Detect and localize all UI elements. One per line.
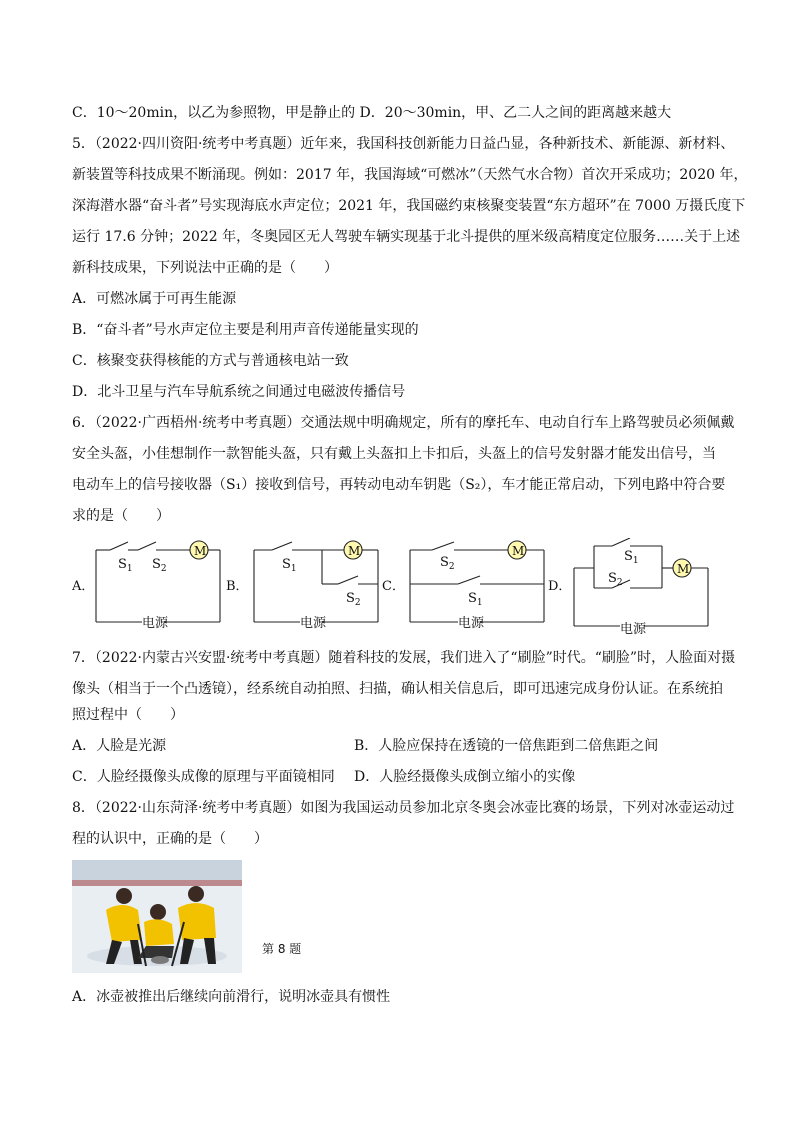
motor-label: M [348, 544, 361, 558]
q5-stem-line-3: 深海潜水器“奋斗者”号实现海底水声定位；2021 年，我国磁约束核聚变装置“东方超环”在 7000 万摄氏度下 [72, 198, 746, 214]
motor-label: M [677, 562, 690, 576]
circuit-label-c: C． [382, 579, 405, 594]
q7-option-d: D．人脸经摄像头成倒立缩小的实像 [354, 769, 576, 785]
power-label: 电源 [620, 622, 647, 637]
switch-label-s2: $S_2$ [346, 591, 361, 608]
q5-stem-line-4: 运行 17.6 分钟；2022 年，冬奥园区无人驾驶车辆实现基于北斗提供的厘米级高精度定位服务……关于上述 [72, 229, 741, 245]
switch-label-s2: $S_2$ [152, 557, 167, 574]
q5-option-b: B．“奋斗者”号水声定位主要是利用声音传递能量实现的 [72, 322, 419, 338]
q7-stem-line-3: 照过程中（ ） [72, 707, 184, 723]
q7-option-b: B．人脸应保持在透镜的一倍焦距到二倍焦距之间 [354, 738, 659, 754]
switch-label-s1: $S_1$ [118, 557, 133, 574]
circuit-label-a: A． [72, 579, 95, 594]
q5-option-a: A．可燃冰属于可再生能源 [72, 291, 237, 307]
q6-circuits-figure [72, 538, 732, 638]
q5-option-d: D．北斗卫星与汽车导航系统之间通过电磁波传播信号 [72, 384, 406, 400]
power-label: 电源 [458, 616, 485, 631]
curling-photo [72, 860, 242, 973]
q8-option-a: A．冰壶被推出后继续向前滑行，说明冰壶具有惯性 [72, 989, 391, 1005]
q5-stem-line-5: 新科技成果，下列说法中正确的是（ ） [72, 260, 338, 276]
motor-label: M [194, 544, 207, 558]
power-label: 电源 [142, 616, 169, 631]
q8-stem-line-2: 程的认识中，正确的是（ ） [72, 831, 268, 847]
q4-options-cd: C．10～20min，以乙为参照物，甲是静止的 D．20～30min，甲、乙二人之间的距离越来越大 [72, 105, 672, 121]
q5-stem-line-2: 新装置等科技成果不断涌现。例如：2017 年，我国海域“可燃冰”（天然气水合物）首次开采成功；2020 年， [72, 167, 748, 183]
q6-stem-line-1: 6．（2022·广西梧州·统考中考真题）交通法规中明确规定，所有的摩托车、电动自行车上路驾驶员必须佩戴 [72, 415, 735, 431]
q6-stem-line-3: 电动车上的信号接收器（S₁）接收到信号，再转动电动车钥匙（S₂），车才能正常启动，下列电路中符合要 [72, 477, 726, 493]
q5-stem-line-1: 5．（2022·四川资阳·统考中考真题）近年来，我国科技创新能力日益凸显，各种新技术、新能源、新材料、 [72, 136, 735, 152]
power-label: 电源 [300, 616, 327, 631]
circuit-d [574, 538, 708, 626]
switch-label-s1: $S_1$ [624, 549, 639, 566]
switch-label-s1: $S_1$ [282, 557, 297, 574]
q7-option-a: A．人脸是光源 [72, 738, 167, 754]
q6-stem-line-2: 安全头盔，小佳想制作一款智能头盔，只有戴上头盔扣上卡扣后，头盔上的信号发射器才能发出信号，当 [72, 446, 716, 462]
switch-label-s1: $S_1$ [468, 591, 483, 608]
figure-caption: 第 8 题 [262, 942, 302, 956]
switch-label-s2: $S_2$ [440, 555, 455, 572]
circuit-label-d: D． [548, 579, 572, 594]
q6-stem-line-4: 求的是（ ） [72, 508, 170, 524]
switch-label-s2: $S_2$ [608, 571, 623, 588]
q5-option-c: C．核聚变获得核能的方式与普通核电站一致 [72, 353, 349, 369]
q8-stem-line-1: 8．（2022·山东菏泽·统考中考真题）如图为我国运动员参加北京冬奥会冰壶比赛的场景，下列对冰壶运动过 [72, 800, 735, 816]
q7-option-c: C．人脸经摄像头成像的原理与平面镜相同 [72, 769, 335, 785]
q7-stem-line-2: 像头（相当于一个凸透镜），经系统自动拍照、扫描，确认相关信息后，即可迅速完成身份认证。在系统拍 [72, 681, 723, 697]
motor-label: M [512, 544, 525, 558]
circuit-label-b: B． [226, 579, 249, 594]
q6-circuit-options [72, 538, 732, 638]
q7-stem-line-1: 7．（2022·内蒙古兴安盟·统考中考真题）随着科技的发展，我们进入了“刷脸”时代。“刷脸”时，人脸面对摄 [72, 650, 736, 666]
